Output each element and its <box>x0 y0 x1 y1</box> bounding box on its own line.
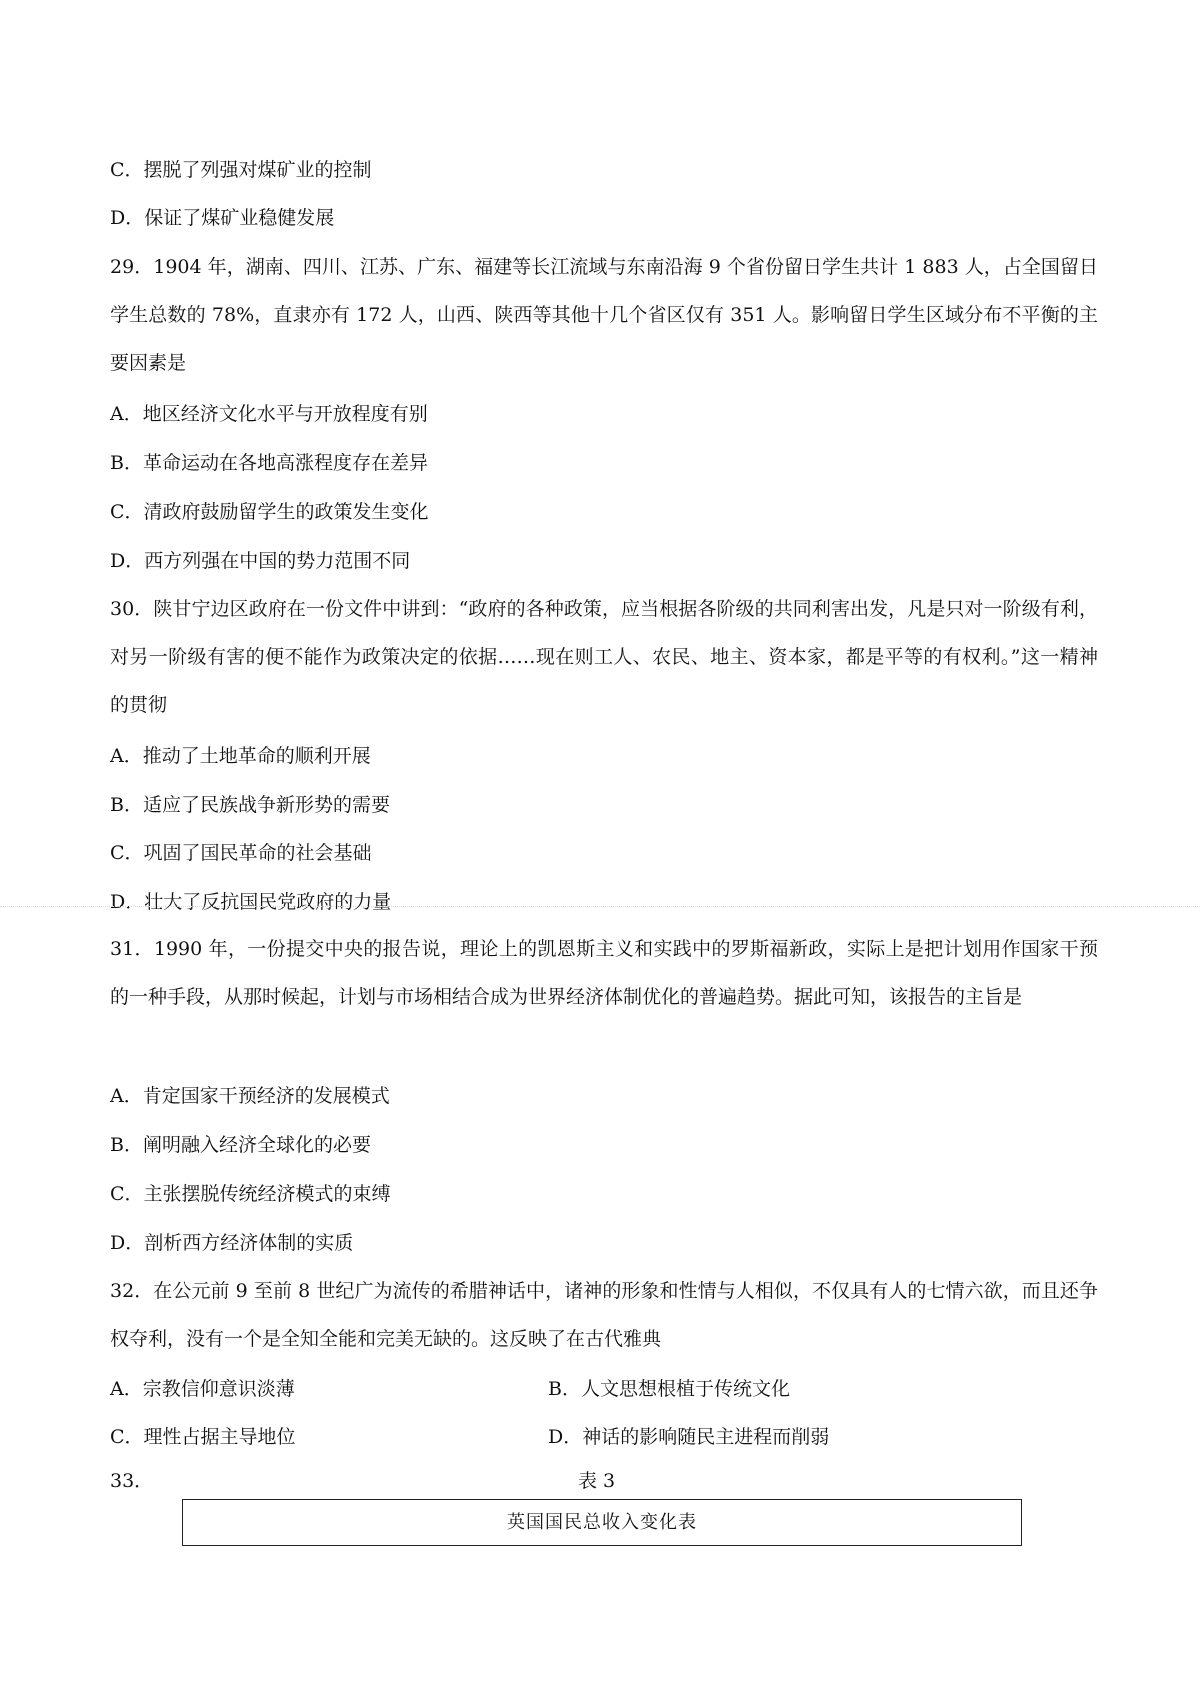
option-letter: C． <box>110 159 144 181</box>
option-text: 神话的影响随民主进程而削弱 <box>582 1426 830 1448</box>
q30-option-b <box>110 792 390 818</box>
option-letter: A． <box>110 1085 143 1107</box>
option-letter: D． <box>110 207 145 229</box>
option-text: 壮大了反抗国民党政府的力量 <box>144 891 392 913</box>
q29-option-b <box>110 450 428 476</box>
option-text: 清政府鼓励留学生的政策发生变化 <box>143 501 429 523</box>
q29-stem: 29．1904 年，湖南、四川、江苏、广东、福建等长江流域与东南沿海 9 个省份留日学生共计 1 883 人，占全国留日学生总数的 78%，直隶亦有 172 人，山西、陕西等其他十几个省区仅有 351 人。影响留日学生区域分布不平衡的主要因素是 <box>110 256 1098 374</box>
option-text: 理性占据主导地位 <box>143 1426 296 1448</box>
option-text: 适应了民族战争新形势的需要 <box>142 794 390 816</box>
q28-option-c <box>110 157 372 183</box>
option-letter: C． <box>110 1183 144 1205</box>
option-text: 巩固了国民革命的社会基础 <box>143 842 372 864</box>
option-letter: C． <box>110 842 144 864</box>
option-letter: D． <box>110 891 145 913</box>
q30-option-d <box>110 889 391 915</box>
q31-option-a <box>110 1083 390 1109</box>
option-letter: A． <box>110 403 143 425</box>
q29-option-d <box>110 548 410 574</box>
page-divider <box>0 906 1200 907</box>
option-text: 摆脱了列强对煤矿业的控制 <box>143 159 372 181</box>
q31-option-c <box>110 1181 391 1207</box>
q32-option-b <box>548 1376 790 1402</box>
q30-option-a <box>110 743 371 769</box>
option-letter: C． <box>110 501 144 523</box>
q30-stem: 30．陕甘宁边区政府在一份文件中讲到：“政府的各种政策，应当根据各阶级的共同利害出发，凡是只对一阶级有利，对另一阶级有害的便不能作为政策决定的依据……现在则工人、农民、地主、资本家，都是平等的有权利。”这一精神的贯彻 <box>110 598 1098 716</box>
option-letter: D． <box>548 1426 583 1448</box>
option-letter: C． <box>110 1426 144 1448</box>
option-text: 主张摆脱传统经济模式的束缚 <box>143 1183 391 1205</box>
option-letter: A． <box>110 745 143 767</box>
q33-number: 33． <box>110 1470 154 1492</box>
option-text: 阐明融入经济全球化的必要 <box>142 1134 371 1156</box>
option-text: 保证了煤矿业稳健发展 <box>144 207 335 229</box>
option-text: 推动了土地革命的顺利开展 <box>142 745 371 767</box>
option-letter: B． <box>110 794 143 816</box>
option-text: 西方列强在中国的势力范围不同 <box>144 550 411 572</box>
table-caption: 表 3 <box>578 1470 616 1492</box>
q30-option-c <box>110 840 372 866</box>
option-text: 人文思想根植于传统文化 <box>580 1378 790 1400</box>
option-letter: B． <box>110 452 143 474</box>
option-text: 肯定国家干预经济的发展模式 <box>142 1085 390 1107</box>
q32-stem: 32．在公元前 9 至前 8 世纪广为流传的希腊神话中，诸神的形象和性情与人相似，不仅具有人的七情六欲，而且还争权夺利，没有一个是全知全能和完美无缺的。这反映了在古代雅典 <box>110 1280 1098 1350</box>
option-text: 宗教信仰意识淡薄 <box>142 1378 295 1400</box>
q32-option-c <box>110 1424 296 1450</box>
q31-option-b <box>110 1132 371 1158</box>
table-title: 英国国民总收入变化表 <box>507 1512 697 1533</box>
option-letter: B． <box>110 1134 143 1156</box>
income-table <box>182 1499 1022 1546</box>
option-letter: A． <box>110 1378 143 1400</box>
q31-stem: 31．1990 年，一份提交中央的报告说，理论上的凯恩斯主义和实践中的罗斯福新政，实际上是把计划用作国家干预的一种手段，从那时候起，计划与市场相结合成为世界经济体制优化的普遍趋势。据此可知，该报告的主旨是 <box>110 938 1098 1008</box>
q31-option-d <box>110 1230 353 1256</box>
option-text: 剖析西方经济体制的实质 <box>144 1232 354 1254</box>
option-text: 地区经济文化水平与开放程度有别 <box>142 403 428 425</box>
q32-option-a <box>110 1376 295 1402</box>
option-letter: B． <box>548 1378 581 1400</box>
option-letter: D． <box>110 550 145 572</box>
q29-option-c <box>110 499 429 525</box>
option-letter: D． <box>110 1232 145 1254</box>
q32-option-d <box>548 1424 829 1450</box>
q29-option-a <box>110 401 428 427</box>
q28-option-d <box>110 205 334 231</box>
option-text: 革命运动在各地高涨程度存在差异 <box>142 452 428 474</box>
